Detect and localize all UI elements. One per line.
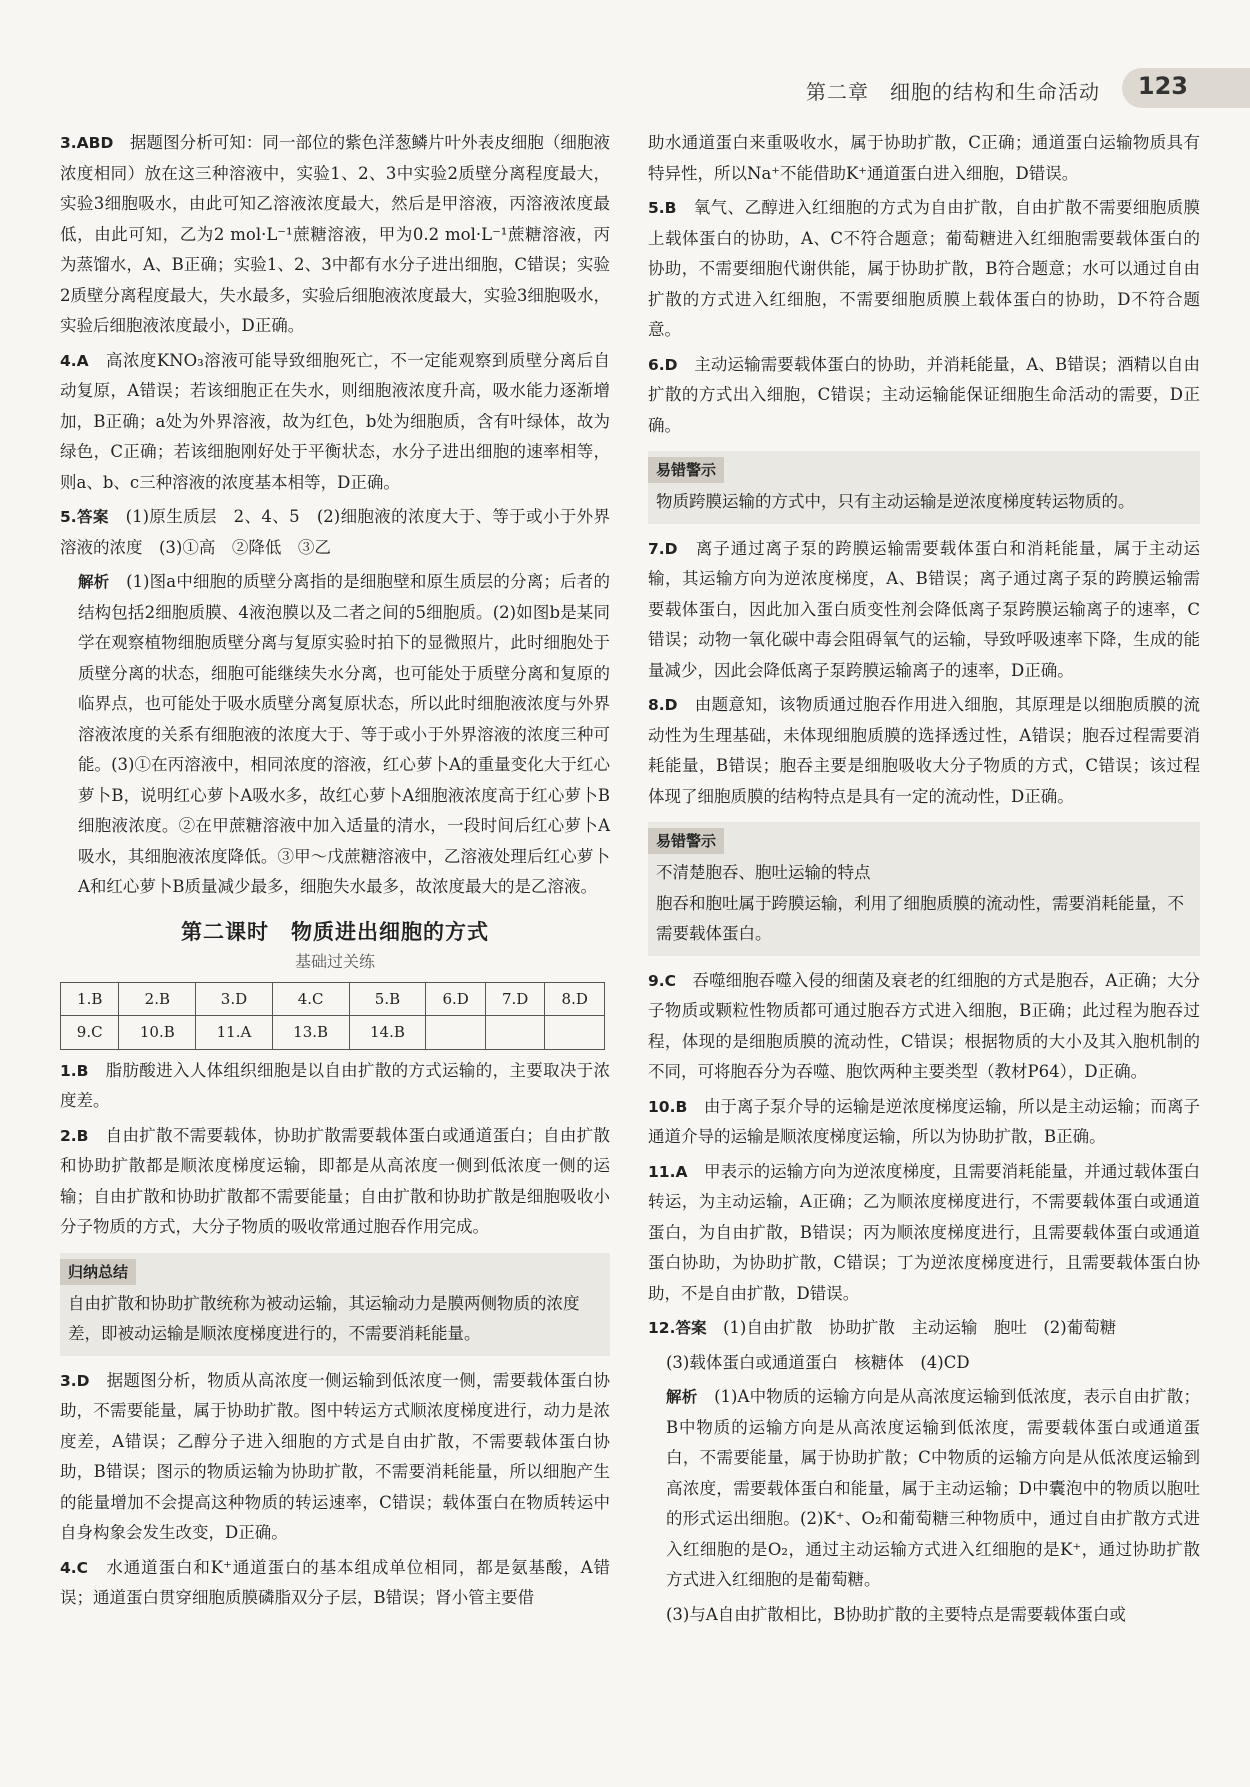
answer-b12-line2: (3)载体蛋白或通道蛋白 核糖体 (4)CD (666, 1352, 970, 1372)
chapter-title: 第二章 细胞的结构和生命活动 (806, 80, 1100, 104)
answer-num: 5.B (648, 199, 677, 217)
answer-num: 9.C (648, 971, 677, 990)
section-title: 第二课时 物质进出细胞的方式 (181, 919, 489, 944)
table-cell: 2.B (119, 982, 196, 1016)
answer-text: 由题意知，该物质通过胞吞作用进入细胞，其原理是以细胞质膜的流动性为生理基础，未体现细胞质膜的选择透过性，A错误；胞吞过程需要消耗能量，B错误；胞吞主要是细胞吸收大分子物质的方式，C错误；该过程体现了细胞质膜的结构特点是具有一定的流动性，D正确。 (648, 695, 1201, 806)
table-row (61, 1016, 605, 1050)
analysis-q5 (60, 567, 610, 903)
table-cell: 1.B (61, 982, 119, 1016)
answer-num: 12.答案 (648, 1319, 707, 1337)
answer-num: 4.A (60, 351, 89, 370)
warning-tag: 易错警示 (648, 457, 724, 483)
answer-num: 10.B (648, 1097, 688, 1116)
answer-q4 (60, 346, 610, 499)
table-cell (545, 1016, 605, 1050)
answer-b5 (648, 193, 1200, 346)
answer-b12 (648, 1313, 1200, 1344)
analysis-b12 (648, 1382, 1200, 1596)
warning-box (648, 822, 1200, 956)
answer-b7 (648, 534, 1200, 687)
answer-num: 2.B (60, 1126, 89, 1145)
answer-b8 (648, 690, 1200, 812)
page-number: 123 (1137, 72, 1188, 100)
table-cell: 13.B (272, 1016, 349, 1050)
table-cell: 3.D (196, 982, 272, 1016)
analysis-text: (1)图a中细胞的质壁分离指的是细胞壁和原生质层的分离；后者的结构包括2细胞质膜、4液泡膜以及二者之间的5细胞质。(2)如图b是某同学在观察植物细胞质壁分离与复原实验时拍下的显微照片，此时细胞处于质壁分离的状态，细胞可能继续失水分离，也可能处于质壁分离和复原的临界点，也可能处于吸水质壁分离复原状态，所以此时细胞液浓度与外界溶液浓度的关系有细胞液的浓度大于、等于或小于外界溶液的浓度三种可能。(3)①在丙溶液中，相同浓度的溶液，红心萝卜A的重量变化大于红心萝卜B，说明红心萝卜A吸水多，故红心萝卜A细胞液浓度高于红心萝卜B细胞液浓度。②在甲蔗糖溶液中加入适量的清水，一段时间后红心萝卜A吸水，其细胞液浓度降低。③甲～戊蔗糖溶液中，乙溶液处理后红心萝卜A和红心萝卜B质量减少最多，细胞失水最多，故浓度最大的是乙溶液。 (78, 572, 610, 896)
summary-text: 自由扩散和协助扩散统称为被动运输，其运输动力是膜两侧物质的浓度差，即被动运输是顺浓度梯度进行的，不需要消耗能量。 (68, 1293, 580, 1343)
table-cell: 7.D (485, 982, 545, 1016)
table-cell: 9.C (61, 1016, 119, 1050)
answer-text: 主动运输需要载体蛋白的协助，并消耗能量，A、B错误；酒精以自由扩散的方式出入细胞，C错误；主动运输能保证细胞生命活动的需要，D正确。 (648, 354, 1200, 435)
table-cell: 11.A (196, 1016, 272, 1050)
answer-q5 (60, 502, 610, 563)
table-cell: 6.D (426, 982, 486, 1016)
answer-b1 (60, 1056, 610, 1117)
right-column (648, 128, 1200, 1634)
answer-b4 (60, 1553, 610, 1614)
table-cell: 4.C (272, 982, 349, 1016)
answer-b6 (648, 350, 1200, 442)
answer-num: 5.答案 (60, 508, 109, 526)
answer-b10 (648, 1092, 1200, 1153)
answer-text: 据题图分析可知：同一部位的紫色洋葱鳞片叶外表皮细胞（细胞液浓度相同）放在这三种溶液中，实验1、2、3中实验2质壁分离程度最大，实验3细胞吸水，由此可知乙溶液浓度最大，然后是甲溶液，丙溶液浓度最低，由此可知，乙为2 mol·L⁻¹蔗糖溶液，甲为0.2 mol·L⁻¹蔗糖溶液，丙为蒸馏水，A、B正确；实验1、2、3中都有水分子进出细胞，C错误；实验2质壁分离程度最大，失水最多，实验后细胞液浓度最大，实验3细胞吸水，实验后细胞液浓度最小，D正确。 (60, 133, 610, 335)
answer-text: 脂肪酸进入人体组织细胞是以自由扩散的方式运输的，主要取决于浓度差。 (60, 1060, 611, 1110)
answer-num: 7.D (648, 539, 678, 558)
table-row (61, 982, 605, 1016)
analysis-text: (1)A中物质的运输方向是从高浓度运输到低浓度，表示自由扩散；B中物质的运输方向是从高浓度运输到低浓度，需要载体蛋白或通道蛋白，不需要能量，属于协助扩散；C中物质的运输方向是从低浓度运输到高浓度，需要载体蛋白和能量，属于主动运输；D中囊泡中的物质以胞吐的形式运出细胞。(2)K⁺、O₂和葡萄糖三种物质中，通过自由扩散方式进入红细胞的是O₂，通过主动运输方式进入红细胞的是K⁺，通过协助扩散方式进入红细胞的是葡萄糖。 (666, 1387, 1201, 1589)
answer-num: 11.A (648, 1162, 688, 1181)
answer-text: 离子通过离子泵的跨膜运输需要载体蛋白和消耗能量，属于主动运输，其运输方向为逆浓度梯度，A、B错误；离子通过离子泵的跨膜运输需要载体蛋白，因此加入蛋白质变性剂会降低离子泵跨膜运输离子的速率，C错误；动物一氧化碳中毒会阻碍氧气的运输，导致呼吸速率下降，生成的能量减少，因此会降低离子泵跨膜运输离子的速率，D正确。 (648, 538, 1201, 680)
analysis-label: 解析 (666, 1388, 698, 1406)
table-cell: 5.B (349, 982, 426, 1016)
answer-key-table (60, 982, 605, 1050)
table-cell (426, 1016, 486, 1050)
summary-tag: 归纳总结 (60, 1259, 136, 1285)
answer-num: 6.D (648, 355, 678, 374)
answer-text: 据题图分析，物质从高浓度一侧运输到低浓度一侧，需要载体蛋白协助，不需要能量，属于协助扩散。图中转运方式顺浓度梯度进行，动力是浓度差，A错误；乙醇分子进入细胞的方式是自由扩散，不需要载体蛋白协助，B错误；图示的物质运输为协助扩散，不需要消耗能量，所以细胞产生的能量增加不会提高这种物质的转运速率，C错误；载体蛋白在物质转运中自身构象会发生改变，D正确。 (60, 1370, 611, 1542)
answer-num: 1.B (60, 1061, 89, 1080)
table-cell: 8.D (545, 982, 605, 1016)
answer-text: 水通道蛋白和K⁺通道蛋白的基本组成单位相同，都是氨基酸，A错误；通道蛋白贯穿细胞质膜磷脂双分子层，B错误；肾小管主要借 (60, 1557, 611, 1607)
answer-b4-continued: 助水通道蛋白来重吸收水，属于协助扩散，C正确；通道蛋白运输物质具有特异性，所以Na⁺不能借助K⁺通道蛋白进入细胞，D错误。 (648, 133, 1200, 183)
answer-q3 (60, 128, 610, 342)
answer-b2 (60, 1121, 610, 1243)
answer-b3 (60, 1366, 610, 1549)
warning-tag: 易错警示 (648, 828, 724, 854)
warning-box (648, 451, 1200, 524)
answer-b11 (648, 1157, 1200, 1310)
answer-text: 甲表示的运输方向为逆浓度梯度，且需要消耗能量，并通过载体蛋白转运，为主动运输，A正确；乙为顺浓度梯度进行，不需要载体蛋白或通道蛋白，为自由扩散，B错误；丙为顺浓度梯度进行，且需要载体蛋白或通道蛋白协助，为协助扩散，C错误；丁为逆浓度梯度进行，且需要载体蛋白协助，不是自由扩散，D错误。 (648, 1161, 1201, 1303)
answer-text: 氧气、乙醇进入红细胞的方式为自由扩散，自由扩散不需要细胞质膜上载体蛋白的协助，A、C不符合题意；葡萄糖进入红细胞需要载体蛋白的协助，不需要细胞代谢供能，属于协助扩散，B符合题意；水可以通过自由扩散的方式进入红细胞，不需要细胞质膜上载体蛋白的协助，D不符合题意。 (648, 198, 1201, 339)
answer-text: 吞噬细胞吞噬入侵的细菌及衰老的红细胞的方式是胞吞，A正确；大分子物质或颗粒性物质都可通过胞吞方式进入细胞，B正确；此过程为胞吞过程，体现的是细胞质膜的流动性，C错误；根据物质的大小及其入胞机制的不同，可将胞吞分为吞噬、胞饮两种主要类型（教材P64），D正确。 (648, 970, 1201, 1081)
warning-subtitle: 不清楚胞吞、胞吐运输的特点 (656, 863, 871, 882)
table-cell: 10.B (119, 1016, 196, 1050)
answer-num: 4.C (60, 1558, 89, 1577)
table-cell (485, 1016, 545, 1050)
section-subtitle: 基础过关练 (294, 952, 375, 971)
answer-key: (1)自由扩散 协助扩散 主动运输 胞吐 (2)葡萄糖 (722, 1318, 1117, 1337)
warning-text: 胞吞和胞吐属于跨膜运输，利用了细胞质膜的流动性，需要消耗能量，不需要载体蛋白。 (656, 893, 1184, 943)
answer-num: 3.ABD (60, 134, 114, 152)
summary-box (60, 1253, 610, 1356)
analysis-b12-cont: (3)与A自由扩散相比，B协助扩散的主要特点是需要载体蛋白或 (666, 1604, 1126, 1624)
answer-text: 自由扩散不需要载体，协助扩散需要载体蛋白或通道蛋白；自由扩散和协助扩散都是顺浓度梯度运输，即都是从高浓度一侧到低浓度一侧的运输；自由扩散和协助扩散都不需要能量；自由扩散和协助扩散是细胞吸收小分子物质的方式，大分子物质的吸收常通过胞吞作用完成。 (60, 1125, 611, 1236)
answer-text: 由于离子泵介导的运输是逆浓度梯度运输，所以是主动运输；而离子通道介导的运输是顺浓度梯度运输，所以为协助扩散，B正确。 (648, 1096, 1201, 1146)
left-column (60, 128, 610, 1618)
answer-b9 (648, 966, 1200, 1088)
answer-num: 8.D (648, 696, 678, 714)
answer-key: (1)原生质层 2、4、5 (2)细胞液的浓度大于、等于或小于外界溶液的浓度 (3)①高 ②降低 ③乙 (60, 507, 610, 557)
table-cell: 14.B (349, 1016, 426, 1050)
answer-text: 高浓度KNO₃溶液可能导致细胞死亡，不一定能观察到质壁分离后自动复原，A错误；若该细胞正在失水，则细胞液浓度升高，吸水能力逐渐增加，B正确；a处为外界溶液，故为红色，b处为细胞质，含有叶绿体，故为绿色，C正确；若该细胞刚好处于平衡状态，水分子进出细胞的速率相等，则a、b、c三种溶液的浓度基本相等，D正确。 (60, 350, 611, 492)
analysis-label: 解析 (78, 573, 110, 591)
warning-text: 物质跨膜运输的方式中，只有主动运输是逆浓度梯度转运物质的。 (656, 492, 1135, 511)
answer-num: 3.D (60, 1371, 90, 1390)
page-header (0, 68, 1250, 112)
